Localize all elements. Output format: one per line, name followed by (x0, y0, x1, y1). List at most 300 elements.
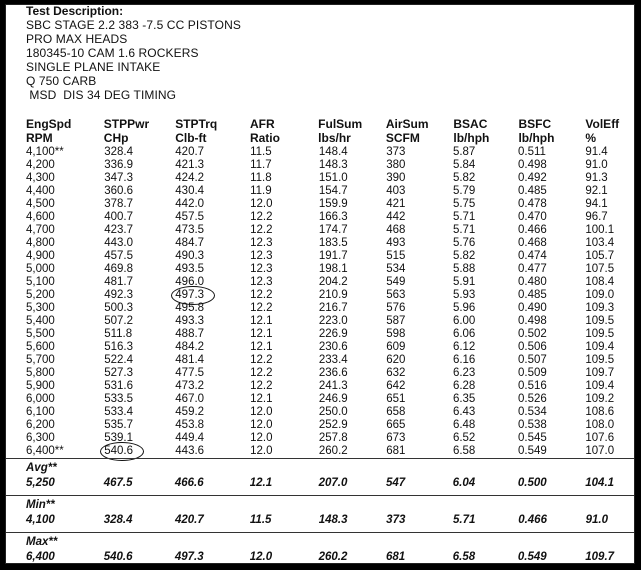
table-cell: 5,500 (26, 328, 55, 340)
table-cell: 5.76 (452, 237, 476, 249)
table-cell: 0.492 (517, 172, 547, 184)
table-cell: 539.1 (104, 432, 133, 444)
table-cell: 443.0 (104, 237, 133, 249)
table-cell: 12.0 (250, 198, 273, 210)
column-header: BSAC (453, 117, 488, 131)
table-cell: 109.3 (585, 302, 615, 314)
table-cell: 420.7 (175, 146, 205, 158)
table-cell: 12.0 (250, 419, 273, 431)
table-cell: 0.466 (517, 224, 547, 236)
table-cell: 6.58 (452, 445, 476, 457)
table-cell: 5.71 (452, 211, 476, 223)
table-cell: 0.485 (517, 185, 547, 197)
table-cell: 516.3 (104, 341, 133, 353)
table-cell: 0.545 (517, 432, 547, 444)
table-cell: 481.7 (104, 276, 133, 288)
table-cell: 0.478 (517, 198, 547, 210)
table-cell: 484.7 (175, 237, 205, 249)
table-cell: 11.8 (250, 172, 272, 184)
table-cell: 658 (386, 406, 406, 418)
table-cell: 4,300 (26, 172, 55, 184)
dyno-sheet (5, 4, 635, 564)
avg-value: 467.5 (103, 477, 133, 489)
table-cell: 5.82 (452, 250, 476, 262)
table-row (6, 432, 634, 445)
max-value: 6,400 (26, 551, 55, 563)
table-cell: 108.0 (585, 419, 615, 431)
column-header: STPTrq (175, 117, 218, 131)
table-cell: 4,100** (26, 146, 64, 158)
table-cell: 6.52 (452, 432, 476, 444)
test-description-title: Test Description: (26, 4, 124, 18)
table-cell: 449.4 (175, 432, 205, 444)
table-cell: 5.82 (452, 172, 476, 184)
table-cell: 109.5 (585, 315, 615, 327)
table-cell: 488.7 (175, 328, 205, 340)
table-cell: 390 (386, 172, 406, 184)
table-cell: 507.2 (104, 315, 133, 327)
table-cell: 11.7 (250, 159, 272, 171)
table-row (6, 159, 634, 172)
table-cell: 5,200 (26, 289, 55, 301)
table-cell: 12.3 (250, 263, 273, 275)
table-cell: 0.470 (517, 211, 547, 223)
column-header: BSFC (518, 117, 552, 131)
table-cell: 609 (386, 341, 406, 353)
table-cell: 166.3 (318, 211, 348, 223)
table-cell: 493.5 (175, 263, 205, 275)
table-row (6, 146, 634, 159)
table-cell: 5.84 (452, 159, 476, 171)
table-cell: 6.43 (452, 406, 476, 418)
table-row (6, 445, 634, 458)
table-cell: 108.6 (585, 406, 615, 418)
table-cell: 459.2 (175, 406, 205, 418)
max-label: Max** (26, 536, 58, 548)
table-cell: 378.7 (104, 198, 133, 210)
avg-value: 104.1 (585, 477, 615, 489)
table-cell: 457.5 (104, 250, 133, 262)
divider (6, 532, 635, 533)
max-row (6, 551, 634, 564)
table-cell: 533.4 (104, 406, 133, 418)
table-cell: 204.2 (318, 276, 348, 288)
table-cell: 481.4 (175, 354, 205, 366)
table-cell: 400.7 (104, 211, 133, 223)
table-cell: 5.96 (452, 302, 476, 314)
table-cell: 424.2 (175, 172, 205, 184)
table-cell: 12.2 (250, 289, 273, 301)
table-cell: 0.509 (517, 367, 547, 379)
table-cell: 151.0 (318, 172, 348, 184)
table-cell: 154.7 (318, 185, 348, 197)
table-cell: 0.526 (517, 393, 547, 405)
column-header: AirSum (385, 117, 429, 131)
max-value: 681 (385, 551, 406, 563)
table-cell: 12.2 (250, 224, 273, 236)
avg-value: 5,250 (26, 477, 55, 489)
table-cell: 493.3 (175, 315, 205, 327)
avg-row (6, 477, 634, 490)
test-description (26, 5, 526, 102)
table-row (6, 172, 634, 185)
table-row (6, 276, 634, 289)
max-value: 497.3 (174, 551, 204, 563)
description-line: Q 750 CARB (26, 74, 97, 88)
table-cell: 5,600 (26, 341, 55, 353)
avg-value: 12.1 (249, 477, 273, 489)
table-cell: 91.4 (585, 146, 608, 158)
table-cell: 12.0 (250, 445, 273, 457)
table-row (6, 250, 634, 263)
table-cell: 587 (386, 315, 406, 327)
table-cell: 6.35 (452, 393, 476, 405)
table-cell: 109.7 (585, 367, 615, 379)
table-cell: 495.8 (175, 302, 205, 314)
table-cell: 107.6 (585, 432, 615, 444)
table-cell: 5,900 (26, 380, 55, 392)
table-cell: 4,500 (26, 198, 55, 210)
table-cell: 522.4 (104, 354, 133, 366)
table-cell: 563 (386, 289, 406, 301)
table-cell: 5.71 (452, 224, 476, 236)
table-cell (175, 289, 250, 302)
table-cell: 421.3 (175, 159, 205, 171)
table-cell: 5,400 (26, 315, 55, 327)
table-cell: 107.0 (585, 445, 615, 457)
table-cell: 467.0 (175, 393, 205, 405)
min-summary (6, 514, 634, 527)
table-cell: 673 (386, 432, 406, 444)
table-cell: 443.6 (175, 445, 205, 457)
header-row-units (6, 131, 634, 145)
table-cell: 490.3 (175, 250, 205, 262)
table-cell: 6,200 (26, 419, 55, 431)
header-row-names (6, 117, 634, 131)
min-value: 420.7 (174, 514, 204, 526)
max-summary (6, 551, 634, 564)
table-cell: 0.468 (517, 237, 547, 249)
table-cell: 108.4 (585, 276, 615, 288)
table-row (6, 315, 634, 328)
table-cell: 511.8 (104, 328, 133, 340)
table-cell: 347.3 (104, 172, 133, 184)
avg-value: 466.6 (174, 477, 204, 489)
column-unit: RPM (26, 131, 53, 145)
table-cell: 665 (386, 419, 406, 431)
table-cell: 598 (386, 328, 406, 340)
table-cell: 0.498 (517, 315, 547, 327)
table-cell: 12.2 (250, 367, 273, 379)
column-unit: Clb-ft (175, 131, 207, 145)
table-cell: 0.511 (517, 146, 546, 158)
description-line: PRO MAX HEADS (26, 32, 128, 46)
table-cell: 4,400 (26, 185, 55, 197)
table-cell: 527.3 (104, 367, 133, 379)
table-cell: 5,800 (26, 367, 55, 379)
table-cell: 473.2 (175, 380, 205, 392)
table-cell: 651 (386, 393, 406, 405)
table-cell: 473.5 (175, 224, 205, 236)
column-header: VolEff (585, 117, 620, 131)
table-cell: 109.4 (585, 341, 615, 353)
min-value: 4,100 (26, 514, 55, 526)
table-cell: 91.0 (585, 159, 608, 171)
table-cell: 328.4 (104, 146, 133, 158)
divider (6, 495, 635, 496)
min-value: 373 (386, 514, 406, 526)
table-cell: 453.8 (175, 419, 205, 431)
column-unit: lbs/hr (318, 131, 351, 145)
table-cell: 484.2 (175, 341, 205, 353)
table-cell: 6,100 (26, 406, 55, 418)
table-cell: 5.79 (452, 185, 476, 197)
table-cell: 0.516 (517, 380, 547, 392)
max-value: 260.2 (318, 551, 348, 563)
table-cell: 100.1 (585, 224, 615, 236)
table-cell: 0.477 (517, 263, 547, 275)
table-cell: 632 (386, 367, 406, 379)
table-cell: 0.490 (517, 302, 547, 314)
min-value: 91.0 (585, 514, 609, 526)
min-label: Min** (26, 499, 55, 511)
table-cell: 6,000 (26, 393, 55, 405)
table-cell: 423.7 (104, 224, 133, 236)
table-row (6, 380, 634, 393)
table-cell: 373 (386, 146, 406, 158)
table-cell: 457.5 (175, 211, 205, 223)
table-cell: 4,600 (26, 211, 55, 223)
table-cell: 12.1 (250, 393, 273, 405)
table-cell: 260.2 (318, 445, 348, 457)
table-cell: 12.3 (250, 250, 273, 262)
table-cell: 6.48 (452, 419, 476, 431)
table-cell: 468 (386, 224, 406, 236)
table-cell: 531.6 (104, 380, 133, 392)
table-cell: 0.480 (517, 276, 547, 288)
table-cell: 6.12 (452, 341, 476, 353)
table-cell: 109.5 (585, 354, 615, 366)
table-cell: 148.3 (318, 159, 348, 171)
table-cell: 5.75 (452, 198, 476, 210)
table-cell: 681 (386, 445, 406, 457)
table-row (6, 419, 634, 432)
table-cell: 5,100 (26, 276, 55, 288)
table-cell: 0.474 (517, 250, 547, 262)
table-cell: 96.7 (585, 211, 608, 223)
description-line: SBC STAGE 2.2 383 -7.5 CC PISTONS (26, 18, 241, 32)
description-line: 180345-10 CAM 1.6 ROCKERS (26, 46, 199, 60)
table-cell: 12.2 (250, 354, 273, 366)
table-cell: 477.5 (175, 367, 205, 379)
table-cell: 183.5 (318, 237, 348, 249)
table-cell: 534 (386, 263, 406, 275)
description-line: SINGLE PLANE INTAKE (26, 60, 161, 74)
table-cell (104, 445, 175, 458)
table-cell: 5.88 (452, 263, 476, 275)
table-cell: 0.507 (517, 354, 547, 366)
table-cell: 442.0 (175, 198, 205, 210)
table-cell: 4,200 (26, 159, 55, 171)
table-cell: 91.3 (585, 172, 608, 184)
column-unit: SCFM (385, 131, 420, 145)
table-cell: 0.502 (517, 328, 547, 340)
table-cell: 6,400** (26, 445, 64, 457)
table-row (6, 211, 634, 224)
table-cell: 496.0 (175, 276, 205, 288)
table-cell: 216.7 (318, 302, 348, 314)
table-cell: 198.1 (318, 263, 348, 275)
table-cell: 230.6 (318, 341, 348, 353)
table-row (6, 341, 634, 354)
circled-value: 540.6 (104, 445, 133, 457)
avg-value: 207.0 (318, 477, 348, 489)
table-cell: 223.0 (318, 315, 348, 327)
table-cell: 226.9 (318, 328, 348, 340)
table-cell: 620 (386, 354, 406, 366)
max-value: 109.7 (585, 551, 615, 563)
table-cell: 403 (386, 185, 406, 197)
max-value: 540.6 (103, 551, 133, 563)
table-row (6, 185, 634, 198)
avg-summary (6, 477, 634, 490)
table-cell: 576 (386, 302, 406, 314)
table-cell: 191.7 (318, 250, 348, 262)
avg-value: 6.04 (452, 477, 476, 489)
column-header: EngSpd (26, 117, 72, 131)
column-unit: lb/hph (453, 131, 490, 145)
table-cell: 246.9 (318, 393, 348, 405)
column-unit: CHp (103, 131, 129, 145)
column-unit: lb/hph (518, 131, 555, 145)
column-header: FulSum (318, 117, 363, 131)
description-line: MSD DIS 34 DEG TIMING (26, 88, 177, 102)
table-cell: 442 (386, 211, 406, 223)
table-cell: 5.91 (452, 276, 476, 288)
min-row (6, 514, 634, 527)
table-cell: 250.0 (318, 406, 348, 418)
table-cell: 5.87 (452, 146, 476, 158)
table-cell: 336.9 (104, 159, 133, 171)
table-cell: 109.2 (585, 393, 615, 405)
table-cell: 103.4 (585, 237, 615, 249)
table-cell: 4,800 (26, 237, 55, 249)
table-row (6, 406, 634, 419)
table-cell: 11.5 (250, 146, 272, 158)
table-cell: 380 (386, 159, 406, 171)
table-row (6, 367, 634, 380)
column-headers (6, 117, 634, 145)
table-cell: 6,300 (26, 432, 55, 444)
table-cell: 492.3 (104, 289, 133, 301)
table-row (6, 302, 634, 315)
table-cell: 6.00 (452, 315, 476, 327)
table-cell: 515 (386, 250, 406, 262)
table-cell: 6.28 (452, 380, 476, 392)
table-cell: 5,300 (26, 302, 55, 314)
table-cell: 109.4 (585, 380, 615, 392)
table-cell: 549 (386, 276, 406, 288)
table-cell: 0.506 (517, 341, 547, 353)
table-cell: 109.0 (585, 289, 615, 301)
table-row (6, 354, 634, 367)
table-cell: 6.06 (452, 328, 476, 340)
table-cell: 535.7 (104, 419, 133, 431)
table-cell: 0.498 (517, 159, 547, 171)
table-cell: 94.1 (585, 198, 608, 210)
column-header: STPPwr (103, 117, 150, 131)
table-row (6, 289, 634, 302)
table-cell: 109.5 (585, 328, 615, 340)
table-cell: 159.9 (318, 198, 348, 210)
divider (6, 458, 635, 459)
table-cell: 421 (386, 198, 406, 210)
table-cell: 12.3 (250, 237, 273, 249)
table-cell: 0.549 (517, 445, 547, 457)
table-cell: 12.0 (250, 406, 273, 418)
min-value: 0.466 (518, 514, 547, 526)
table-cell: 233.4 (318, 354, 348, 366)
min-value: 11.5 (249, 514, 272, 526)
table-cell: 210.9 (318, 289, 348, 301)
table-cell: 533.5 (104, 393, 133, 405)
table-cell: 430.4 (175, 185, 205, 197)
table-cell: 642 (386, 380, 406, 392)
table-row (6, 263, 634, 276)
table-cell: 12.2 (250, 302, 273, 314)
table-cell: 4,700 (26, 224, 55, 236)
table-row (6, 198, 634, 211)
circled-value: 497.3 (175, 289, 205, 301)
table-cell: 12.2 (250, 211, 273, 223)
table-row (6, 237, 634, 250)
avg-value: 547 (385, 477, 406, 489)
table-cell: 12.0 (250, 432, 273, 444)
avg-value: 0.500 (517, 477, 547, 489)
table-cell: 4,900 (26, 250, 55, 262)
table-cell: 107.5 (585, 263, 615, 275)
table-cell: 11.9 (250, 185, 272, 197)
max-value: 12.0 (249, 551, 273, 563)
table-row (6, 393, 634, 406)
table-cell: 174.7 (318, 224, 348, 236)
min-value: 328.4 (103, 514, 133, 526)
column-unit: Ratio (249, 131, 280, 145)
min-value: 148.3 (318, 514, 348, 526)
table-row (6, 224, 634, 237)
table-cell: 5.93 (452, 289, 476, 301)
table-cell: 493 (386, 237, 406, 249)
table-cell: 12.2 (250, 380, 273, 392)
table-cell: 12.1 (250, 315, 273, 327)
table-cell: 236.6 (318, 367, 348, 379)
table-cell: 148.4 (318, 146, 348, 158)
table-cell: 257.8 (318, 432, 348, 444)
column-header: AFR (249, 117, 275, 131)
table-cell: 5,700 (26, 354, 55, 366)
table-cell: 0.534 (517, 406, 547, 418)
min-value: 5.71 (453, 514, 476, 526)
table-cell: 0.485 (517, 289, 547, 301)
table-cell: 360.6 (104, 185, 133, 197)
table-cell: 92.1 (585, 185, 608, 197)
table-cell: 5,000 (26, 263, 55, 275)
dyno-data-table (6, 146, 634, 458)
table-cell: 469.8 (104, 263, 133, 275)
table-cell: 12.1 (250, 328, 273, 340)
table-cell: 12.3 (250, 276, 273, 288)
table-cell: 105.7 (585, 250, 615, 262)
